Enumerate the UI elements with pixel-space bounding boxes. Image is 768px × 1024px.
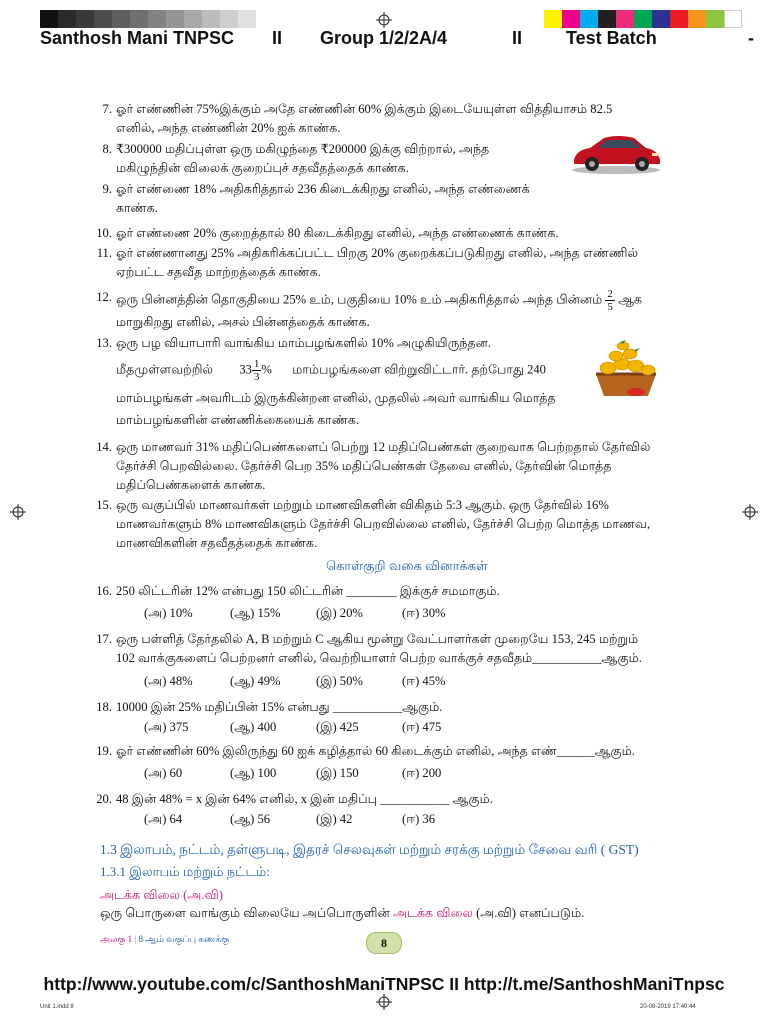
option: (ஆ) 49%: [230, 674, 281, 688]
option: (இ) 20%: [316, 606, 363, 620]
option: (அ) 48%: [144, 674, 193, 688]
header-left: Santhosh Mani TNPSC: [40, 28, 235, 48]
option: (இ) 42: [316, 812, 353, 826]
option: (ஈ) 45%: [402, 674, 446, 688]
registration-mark-icon: [742, 504, 758, 520]
header-separator: II: [272, 28, 283, 48]
question-number: 16.: [96, 584, 112, 598]
registration-mark-icon: [376, 994, 392, 1010]
options-20: [144, 812, 488, 828]
question-number: 11.: [96, 246, 112, 260]
option: (ஆ) 100: [230, 766, 277, 780]
question-number: 9.: [102, 182, 112, 196]
option: (அ) 60: [144, 766, 183, 780]
mango-basket-icon: [590, 340, 662, 400]
question-number: 8.: [102, 142, 112, 156]
registration-mark-icon: [10, 504, 26, 520]
question-number: 19.: [96, 744, 112, 758]
option: (ஈ) 200: [402, 766, 442, 780]
options-18: [144, 720, 488, 736]
option: (இ) 50%: [316, 674, 363, 688]
option: (அ) 10%: [144, 606, 193, 620]
section-subheading: 1.3.1 இலாபம் மற்றும் நட்டம்:: [100, 864, 270, 879]
question-number: 13.: [96, 336, 112, 350]
options-19: [144, 766, 488, 782]
options-16: [144, 606, 488, 622]
option: (ஆ) 56: [230, 812, 271, 826]
option: (அ) 64: [144, 812, 183, 826]
option: (ஆ) 400: [230, 720, 277, 734]
header-separator: II: [512, 28, 523, 48]
fraction: $\frac{2}{5}$: [607, 288, 613, 313]
question-number: 14.: [96, 440, 112, 454]
header-middle: Group 1/2/2A/4: [320, 28, 448, 48]
file-label: Unit 1.indd 8: [40, 1004, 74, 1010]
question-number: 12.: [96, 290, 112, 304]
term-label: அடக்க விலை (அ.வி): [100, 888, 223, 902]
question-number: 17.: [96, 632, 112, 646]
section-heading: 1.3 இலாபம், நட்டம், தள்ளுபடி, இதரச் செலவுகள் மற்றும் சரக்கு மற்றும் சேவை வரி ( GST): [100, 842, 639, 857]
mixed-fraction: $\frac{1}{3}$: [253, 358, 260, 383]
header-dash: -: [748, 28, 754, 48]
option: (ஈ) 475: [402, 720, 442, 734]
page: Santhosh Mani TNPSC II Group 1/2/2A/4 II Test Batch - 7. ஓர் எண்ணின் 75%இக்கும் அதே எண்ணின் 60% இக்கும் இடையேயுள்ள வித்தியாசம் 82.5 எனில், அந்த எண்ணின் 20% ஐக் காண்க. 8. ₹300000 மதிப்புள்ள ஒரு மகிழுந்தை ₹200000 இக்கு விற்றால், அந்த மகிழுந்தின் விலைக் குறைப்புச் சதவீதத்தைக் காண்க. 9. ஓர் எண்ணை 18% அதிகரித்தால் 236 கிடைக்கிறது எனில், அந்த எண்ணைக் காண்க. 10. ஓர் எண்ணை 20% குறைத்தால் 80 கிடைக்கிறது எனில், அந்த எண்ணைக் காண்க. 11. ஓர் எண்ணானது 25% அதிகரிக்கப்பட்ட பிறகு 20% குறைக்கப்படுகிறது எனில், அந்த எண்ணில் ஏற்பட்ட சதவீத மாற்றத்தைக் காண்க. 12. ஒரு பின்னத்தின் தொகுதியை 25% உம், பகுதியை 10% உம் அதிகரித்தால் அந்த பின்னம் $\frac{2}{5}$ ஆக மாறுகிறது எனில், அசல் பின்னத்தைக் காண்க. 13. ஒரு பழ வியாபாரி வாங்கிய மாம்பழங்களில் 10% அழுகியிருந்தன. மீதமுள்ளவற்றில் 33 $\frac{1}{3}$ % மாம்பழங்களை விற்றுவிட்டார். தற்போது 240 மாம்பழங்கள் அவரிடம் இருக்கின்றன எனில், முதலில் அவர் வாங்கிய மொத்த மாம்பழங்களின் எண்ணிக்கையைக் காண்க. 14. ஒரு மாணவர் 31% மதிப்பெண்களைப் பெற்று 12 மதிப்பெண்கள் குறைவாக பெற்றதால் தேர்வில் தேர்ச்சி பெறவில்லை. தேர்ச்சி பெற 35% மதிப்பெண்கள் தேவை எனில், தேர்வின் மொத்த மதிப்பெண்களைக் காண்க. 15. ஒரு வகுப்பில் மாணவர்கள் மற்றும் மாணவிகளின் விகிதம் 5:3 ஆகும். ஒரு தேர்வில் 16% மாணவர்களும் 8% மாணவிகளும் தேர்ச்சி பெறவில்லை எனில், தேர்ச்சி பெற்ற மொத்த மாணவ, மாணவிகளின் சதவீதத்தைக் காண்க. கொள்குறி வகை வினாக்கள் 16. 250 லிட்டரின் 12% என்பது 150 லிட்டரின் ________ இக்குச் சமமாகும். (அ) 10% (ஆ) 15% (இ) 20% (ஈ) 30% 17. ஒரு பள்ளித் தேர்தலில் A, B மற்றும் C ஆகிய மூன்று வேட்பாளர்கள் முறையே 153, 245 மற்றும் 102 வாக்குகளைப் பெற்றனர் எனில், வெற்றியாளர் பெற்ற வாக்குச் சதவீதம்___________ஆகும். (அ) 48% (ஆ) 49% (இ) 50% (ஈ) 45% 18. 10000 இன் 25% மதிப்பின் 15% என்பது ___________ஆகும். (அ) 375 (ஆ) 400 (இ) 425 (ஈ) 475 19. ஓர் எண்ணின் 60% இலிருந்து 60 ஐக் கழித்தால் 60 கிடைக்கும் எனில், அந்த எண்______ஆகும். (அ) 60 (ஆ) 100 (இ) 150 (ஈ) 200 20. 48 இன் 48% = x இன் 64% எனில், x இன் மதிப்பு ___________ ஆகும். (அ) 64 (ஆ) 56 (இ) 42 (ஈ) 36 1.3 இலாபம், நட்டம், தள்ளுபடி, இதரச் செலவுகள் மற்றும் சரக்கு மற்றும் சேவை வரி ( GST) 1.3.1 இலாபம் மற்றும் நட்டம்: அடக்க விலை (அ.வி) ஒரு பொருளை வாங்கும் விலையே அப்பொருளின் அடக்க விலை (அ.வி) எனப்படும். அலகு 1 | 8 ஆம் வகுப்பு கணக்கு 8 http://www.youtube.com/c/SanthoshManiTNPSC II http://t.me/SanthoshManiTnpsc Unit 1.indd 8 20-08-2019 17:40:44: [0, 0, 768, 1024]
registration-mark-icon: [376, 12, 392, 28]
question-number: 15.: [96, 498, 112, 512]
page-number-badge: 8: [366, 932, 402, 954]
grayscale-calibration-strip: [40, 10, 256, 28]
option: (ஆ) 15%: [230, 606, 281, 620]
question-number: 10.: [96, 226, 112, 240]
timestamp-label: 20-08-2019 17:40:44: [640, 1004, 696, 1010]
mcq-heading: கொள்குறி வகை வினாக்கள்: [326, 558, 488, 573]
definition-text: ஒரு பொருளை வாங்கும் விலையே அப்பொருளின் அடக்க விலை (அ.வி) எனப்படும்.: [100, 906, 585, 920]
option: (இ) 150: [316, 766, 359, 780]
color-calibration-strip: [544, 10, 742, 28]
footer-link-text[interactable]: http://www.youtube.com/c/SanthoshManiTNPSC II http://t.me/SanthoshManiTnpsc: [43, 974, 725, 994]
option: (அ) 375: [144, 720, 189, 734]
header-right: Test Batch: [566, 28, 657, 48]
question-number: 18.: [96, 700, 112, 714]
question-number: 7.: [102, 102, 112, 116]
unit-label: அலகு 1 | 8 ஆம் வகுப்பு கணக்கு: [100, 934, 230, 944]
option: (ஈ) 36: [402, 812, 436, 826]
red-car-icon: [568, 128, 664, 176]
option: (இ) 425: [316, 720, 359, 734]
option: (ஈ) 30%: [402, 606, 446, 620]
options-17: [144, 674, 488, 690]
question-number: 20.: [96, 792, 112, 806]
